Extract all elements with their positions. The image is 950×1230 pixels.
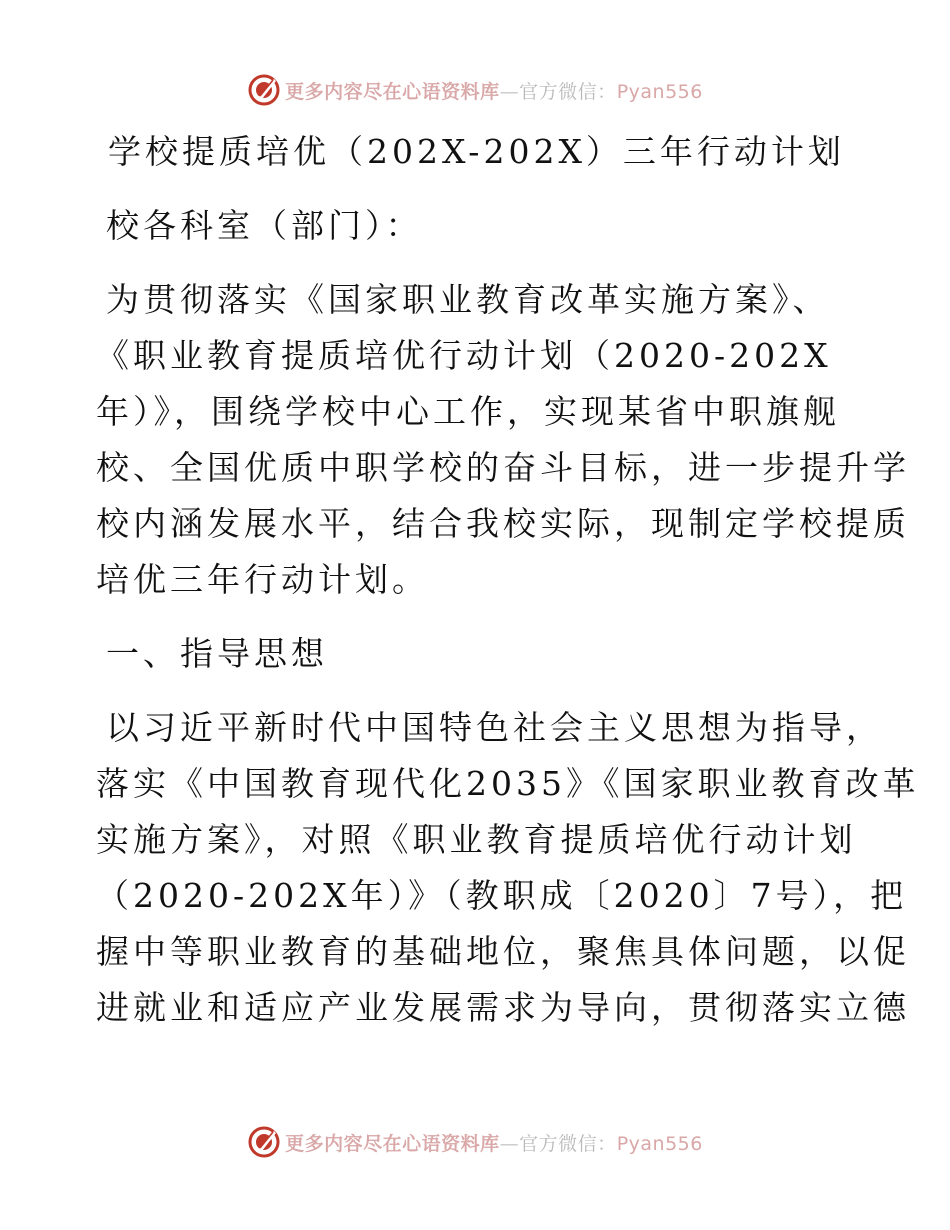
paragraph-line: 握中等职业教育的基础地位，聚焦具体问题，以促 <box>96 932 910 971</box>
quill-seal-icon <box>247 73 281 107</box>
watermark-separator: — <box>499 80 520 103</box>
paragraph-line: 进就业和适应产业发展需求为导向，贯彻落实立德 <box>96 988 910 1027</box>
paragraph-line: 以习近平新时代中国特色社会主义思想为指导， <box>106 708 883 747</box>
watermark-wechat-id: Pyan556 <box>616 80 703 103</box>
watermark-text <box>285 77 703 104</box>
paragraph-line: 落实《中国教育现代化2035》《国家职业教育改革 <box>96 764 920 803</box>
paragraph-line: （2020-202X年）》（教职成〔2020〕7号），把 <box>96 876 908 915</box>
salutation: 校各科室（部门）： <box>106 206 423 245</box>
guiding-paragraph <box>96 700 920 1036</box>
footer-watermark <box>0 1122 950 1162</box>
section-heading: 一、指导思想 <box>106 634 328 673</box>
paragraph-line: 校、全国优质中职学校的奋斗目标，进一步提升学 <box>96 448 910 487</box>
watermark-wechat-label: 官方微信： <box>519 1132 617 1155</box>
watermark-wechat-id: Pyan556 <box>616 1132 703 1155</box>
header-watermark <box>0 70 950 110</box>
paragraph-line: 年）》，围绕学校中心工作，实现某省中职旗舰 <box>96 392 840 431</box>
paragraph-line: 培优三年行动计划。 <box>96 560 429 599</box>
document-title: 学校提质培优（202X-202X）三年行动计划 <box>108 132 845 171</box>
intro-paragraph <box>96 272 910 608</box>
paragraph-line: 实施方案》，对照《职业教育提质培优行动计划 <box>96 820 857 859</box>
watermark-brand: 更多内容尽在心语资料库 <box>285 80 500 103</box>
watermark-brand: 更多内容尽在心语资料库 <box>285 1132 500 1155</box>
paragraph-line: 校内涵发展水平，结合我校实际，现制定学校提质 <box>96 504 910 543</box>
paragraph-line: 为贯彻落实《国家职业教育改革实施方案》、 <box>106 280 830 319</box>
watermark-text <box>285 1129 703 1156</box>
watermark-wechat-label: 官方微信： <box>519 80 617 103</box>
document-body <box>96 124 920 1036</box>
quill-seal-icon <box>247 1125 281 1159</box>
paragraph-line: 《职业教育提质培优行动计划（2020-202X <box>96 336 832 375</box>
watermark-separator: — <box>499 1132 520 1155</box>
